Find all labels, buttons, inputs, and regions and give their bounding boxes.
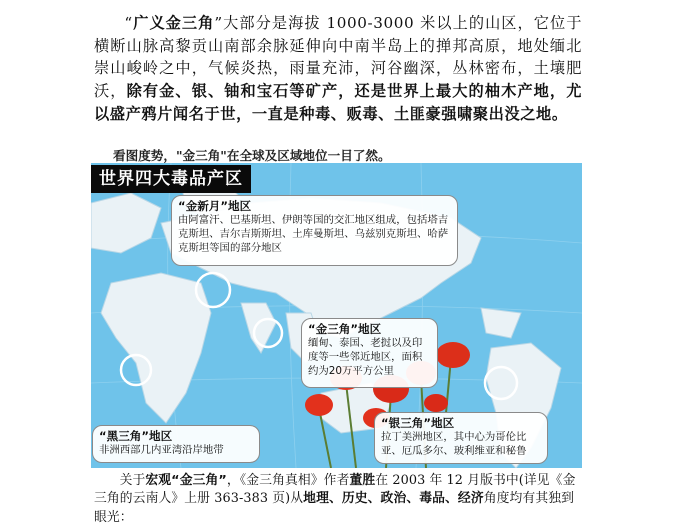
quote-open: “ (124, 14, 133, 32)
callout-text: 缅甸、泰国、老挝以及印度等一些邻近地区，面积约为20万平方公里 (308, 337, 423, 377)
world-map-figure (91, 163, 582, 468)
p2-text-4: 角度均有其独到眼光： (94, 491, 575, 525)
p2-bold-2: 地理、历史、政治、毒品、经济 (303, 491, 484, 507)
callout-golden-crescent (171, 195, 458, 266)
callout-text: 由阿富汗、巴基斯坦、伊朗等国的交汇地区组成，包括塔吉克斯坦、吉尔吉斯斯坦、土库曼斯坦、乌兹别克斯坦、哈萨克斯坦等国的部分地区 (178, 214, 449, 254)
callout-title: “金新月”地区 (178, 199, 252, 213)
closing-paragraph (94, 472, 586, 527)
callout-black-triangle (92, 425, 260, 463)
callout-golden-triangle (301, 318, 438, 388)
callout-text: 非洲西部几内亚湾沿岸地带 (99, 444, 224, 456)
callout-silver-triangle (374, 412, 548, 464)
map-title: 世界四大毒品产区 (91, 165, 251, 193)
intro-bold-text: 除有金、银、铀和宝石等矿产，还是世界上最大的柚木产地，尤以盛产鸦片闻名于世，一直是种毒、贩毒、土匪豪强啸聚出没之地。 (94, 82, 582, 123)
p2-text-2: ，《金三角真相》作者 (226, 473, 350, 488)
p2-author: 董胜 (349, 473, 376, 488)
intro-text: ”大部分是海拔 1000-3000 米以上的山区，它位于横断山脉高黎贡山南部余脉延伸向中南半岛上的掸邦高原，地处缅北崇山峻岭之中，气候炎热，雨量充沛，河谷幽深，丛林密布，土壤肥沃， (94, 14, 583, 101)
p2-bold-1: 宏观“金三角” (145, 473, 227, 488)
term-golden-triangle: 广义金三角 (132, 14, 215, 32)
callout-title: “金三角”地区 (308, 322, 382, 336)
callout-title: “黑三角”地区 (99, 429, 173, 443)
map-caption: 看图度势，"金三角"在全球及区域地位一目了然。 (113, 148, 391, 163)
intro-paragraph (94, 12, 582, 126)
p2-text-1: 关于 (119, 473, 146, 488)
p2-text-3: 在 2003 年 12 月版书中(详见《金三角的云南人》上册 363-383 页)从 (94, 473, 576, 507)
callout-text: 拉丁美洲地区，其中心为哥伦比亚、厄瓜多尔、玻利维亚和秘鲁 (381, 431, 527, 457)
callout-title: “银三角”地区 (381, 416, 455, 430)
